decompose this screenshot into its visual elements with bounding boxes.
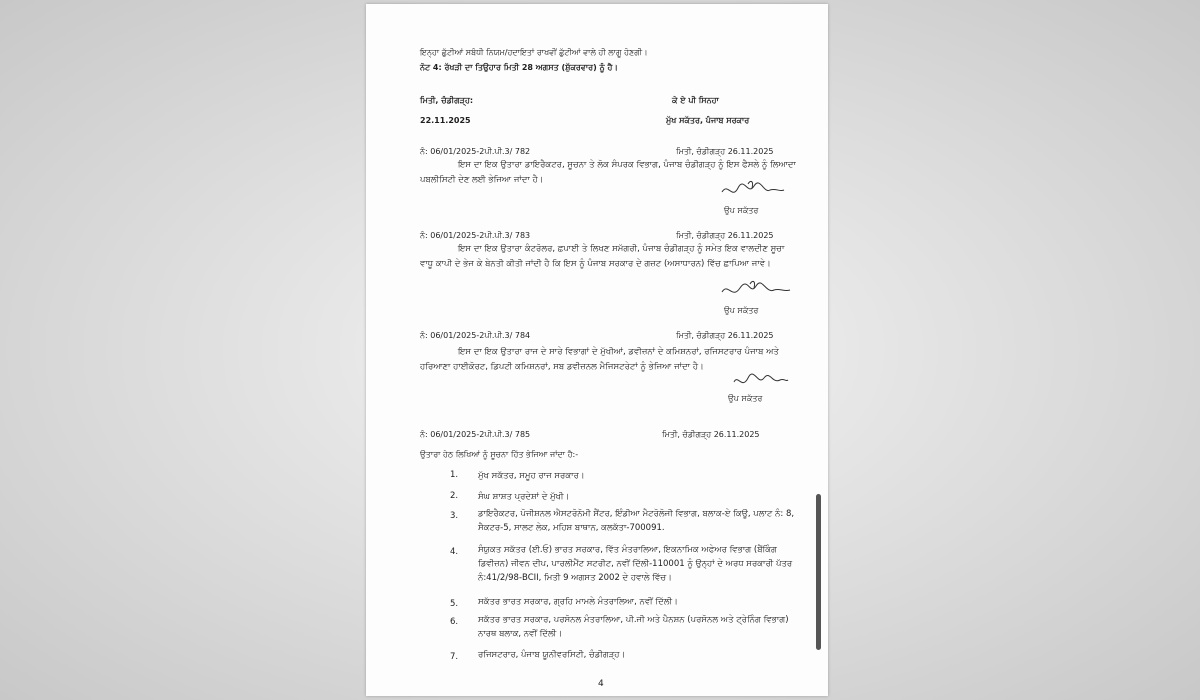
list-item: ਸੰਘ ਸ਼ਾਸ਼ਤ ਪ੍ਰਦੇਸ਼ਾਂ ਦੇ ਮੁੱਖੀ। <box>478 492 570 502</box>
place-label: ਮਿਤੀ, ਚੰਡੀਗੜ੍ਹ: <box>420 96 474 105</box>
endorsement-date: ਮਿਤੀ, ਚੰਡੀਗੜ੍ਹ 26.11.2025 <box>676 331 774 340</box>
signatory-designation: ਮੁੱਖ ਸਕੱਤਰ, ਪੰਜਾਬ ਸਰਕਾਰ <box>666 116 750 125</box>
list-item: ਸੰਯੁਕਤ ਸਕੱਤਰ (ਈ.ਓ) ਭਾਰਤ ਸਰਕਾਰ, ਵਿੱਤ ਮੰਤਰਾਲਿਆ, ਇਕਨਾਮਿਕ ਅਫੇਅਰ ਵਿਭਾਗ (ਬੈਂਕਿੰਗ ਡਿਵੀਜ਼ਨ) ਜੀਵਨ ਦੀਪ, ਪਾਰਲੀਮੈਂਟ ਸਟਰੀਟ, ਨਵੀਂ ਦਿੱਲੀ-110001 ਨੂੰ ਉਨ੍ਹਾਂ ਦੇ ਅਰਧ ਸਰਕਾਰੀ ਪੱਤਰ ਨੰ:41/2/98-BCII, ਮਿਤੀ 9 ਅਗਸਤ 2002 ਦੇ ਹਵਾਲੇ ਵਿੱਚ। <box>478 545 793 583</box>
list-item: ਮੁੱਖ ਸਕੱਤਰ, ਸਮੂਹ ਰਾਜ ਸਰਕਾਰ। <box>478 471 585 481</box>
endorsement-ref: ਨੰ: 06/01/2025-2ਪੀ.ਪੀ.3/ 783 <box>420 231 531 240</box>
endorsement-date: ਮਿਤੀ, ਚੰਡੀਗੜ੍ਹ 26.11.2025 <box>676 147 774 156</box>
scrollbar[interactable] <box>816 494 821 650</box>
endorsement-text: ਇਸ ਦਾ ਇਕ ਉਤਾਰਾ ਡਾਇਰੈਕਟਰ, ਸੂਚਨਾ ਤੇ ਲੋਕ ਸੰਪਰਕ ਵਿਭਾਗ, ਪੰਜਾਬ ਚੰਡੀਗੜ੍ਹ ਨੂੰ ਇਸ ਫੈਸਲੇ ਨੂੰ ਲਿਆਦਾ ਪਬਲੀਸਿਟੀ ਦੇਣ ਲਈ ਭੇਜਿਆ ਜਾਂਦਾ ਹੈ। <box>420 160 796 185</box>
list-item: ਸਕੱਤਰ ਭਾਰਤ ਸਰਕਾਰ, ਪਰਸੋਨਲ ਮੰਤਰਾਲਿਆ, ਪੀ.ਜੀ ਅਤੇ ਪੈਨਸ਼ਨ (ਪਰਸੋਨਲ ਅਤੇ ਟ੍ਰੇਨਿੰਗ ਵਿਭਾਗ) ਨਾਰਥ ਬਲਾਕ, ਨਵੀਂ ਦਿੱਲੀ। <box>478 615 789 639</box>
endorsement-ref: ਨੰ: 06/01/2025-2ਪੀ.ਪੀ.3/ 782 <box>420 147 531 156</box>
endorsement-ref: ਨੰ: 06/01/2025-2ਪੀ.ਪੀ.3/ 785 <box>420 430 531 439</box>
endorsement-date: ਮਿਤੀ, ਚੰਡੀਗੜ੍ਹ 26.11.2025 <box>676 231 774 240</box>
list-item-number: 4. <box>450 547 459 557</box>
list-item-number: 7. <box>450 652 459 662</box>
header-line: ਇਨ੍ਹਾ ਛੁੱਟੀਆਂ ਸਬੰਧੀ ਨਿਯਮ/ਹਦਾਇਤਾਂ ਰਾਖਵੀਂ ਛੁੱਟੀਆਂ ਵਾਲੇ ਹੀ ਲਾਗੂ ਹੋਣਗੀ। <box>420 48 648 57</box>
list-item-number: 6. <box>450 617 459 627</box>
endorsement-date: ਮਿਤੀ, ਚੰਡੀਗੜ੍ਹ 26.11.2025 <box>662 430 760 439</box>
page-number: 4 <box>598 679 604 689</box>
signatory-date: 22.11.2025 <box>420 116 471 125</box>
signature-label: ਉਪ ਸਕੱਤਰ <box>724 206 759 215</box>
signature-label: ਉਪ ਸਕੱਤਰ <box>724 306 759 315</box>
list-item: ਡਾਇਰੈਕਟਰ, ਪੋਜੀਸ਼ਨਲ ਐਸਟਰੋਨੋਮੀ ਸੈਂਟਰ, ਇੰਡੀਆ ਮੈਟਰੋਲੋਜੀ ਵਿਭਾਗ, ਬਲਾਕ-ਏ ਕਿਊ, ਪਲਾਟ ਨੰ: 8, ਸੈਕਟਰ-5, ਸਾਲਟ ਲੇਕ, ਮਹਿਸ਼ ਬਾਥਾਨ, ਕਲਕੱਤਾ-700091. <box>478 509 795 533</box>
list-item: ਰਜਿਸਟਰਾਰ, ਪੰਜਾਬ ਯੂਨੀਵਰਸਿਟੀ, ਚੰਡੀਗੜ੍ਹ। <box>478 650 626 660</box>
signatory-name: ਕੇ ਏ ਪੀ ਸਿਨਹਾ <box>672 96 719 105</box>
list-item-number: 1. <box>450 470 459 480</box>
note-4: ਨੋਟ 4: ਰੱਖੜੀ ਦਾ ਤਿਉਹਾਰ ਮਿਤੀ 28 ਅਗਸਤ (ਸ਼ੁੱਕਰਵਾਰ) ਨੂੰ ਹੈ। <box>420 63 618 72</box>
signature-label: ਉਪ ਸਕੱਤਰ <box>728 394 763 403</box>
list-item-number: 2. <box>450 491 459 501</box>
endorsement-text: ਉਤਾਰਾ ਹੇਠ ਲਿਖਿਆਂ ਨੂੰ ਸੂਚਨਾ ਹਿੱਤ ਭੇਜਿਆ ਜਾਂਦਾ ਹੈ:- <box>420 450 579 459</box>
endorsement-ref: ਨੰ: 06/01/2025-2ਪੀ.ਪੀ.3/ 784 <box>420 331 531 340</box>
list-item-number: 3. <box>450 511 459 521</box>
endorsement-text: ਇਸ ਦਾ ਇਕ ਉਤਾਰਾ ਕੰਟਰੋਲਰ, ਛਪਾਈ ਤੇ ਲਿਖਣ ਸਮੱਗਰੀ, ਪੰਜਾਬ ਚੰਡੀਗੜ੍ਹ ਨੂੰ ਸਮੇਤ ਇਕ ਵਾਲਦੀਣ ਸੂਚਾ ਵਾਧੂ ਕਾਪੀ ਦੇ ਭੇਜ ਕੇ ਬੇਨਤੀ ਕੀਤੀ ਜਾਂਦੀ ਹੈ ਕਿ ਇਸ ਨੂੰ ਪੰਜਾਬ ਸਰਕਾਰ ਦੇ ਗਜ਼ਟ (ਅਸਾਧਾਰਨ) ਵਿੱਚ ਛਾਪਿਆ ਜਾਵੇ। <box>420 244 785 269</box>
list-item-number: 5. <box>450 599 459 609</box>
endorsement-text: ਇਸ ਦਾ ਇਕ ਉਤਾਰਾ ਰਾਜ ਦੇ ਸਾਰੇ ਵਿਭਾਗਾਂ ਦੇ ਮੁੱਖੀਆਂ, ਡਵੀਜ਼ਨਾਂ ਦੇ ਕਮਿਸ਼ਨਰਾਂ, ਰਜਿਸਟਰਾਰ ਪੰਜਾਬ ਅਤੇ ਹਰਿਆਣਾ ਹਾਈਕੋਰਟ, ਡਿਪਟੀ ਕਮਿਸ਼ਨਰਾਂ, ਸਬ ਡਵੀਜ਼ਨਲ ਮੈਜਿਸਟਰੇਟਾਂ ਨੂੰ ਭੇਜਿਆ ਜਾਂਦਾ ਹੈ। <box>420 347 779 372</box>
list-item: ਸਕੱਤਰ ਭਾਰਤ ਸਰਕਾਰ, ਗ੍ਰਹਿ ਮਾਮਲੇ ਮੰਤਰਾਲਿਆ, ਨਵੀਂ ਦਿੱਲੀ। <box>478 597 678 607</box>
document-page <box>366 4 828 696</box>
